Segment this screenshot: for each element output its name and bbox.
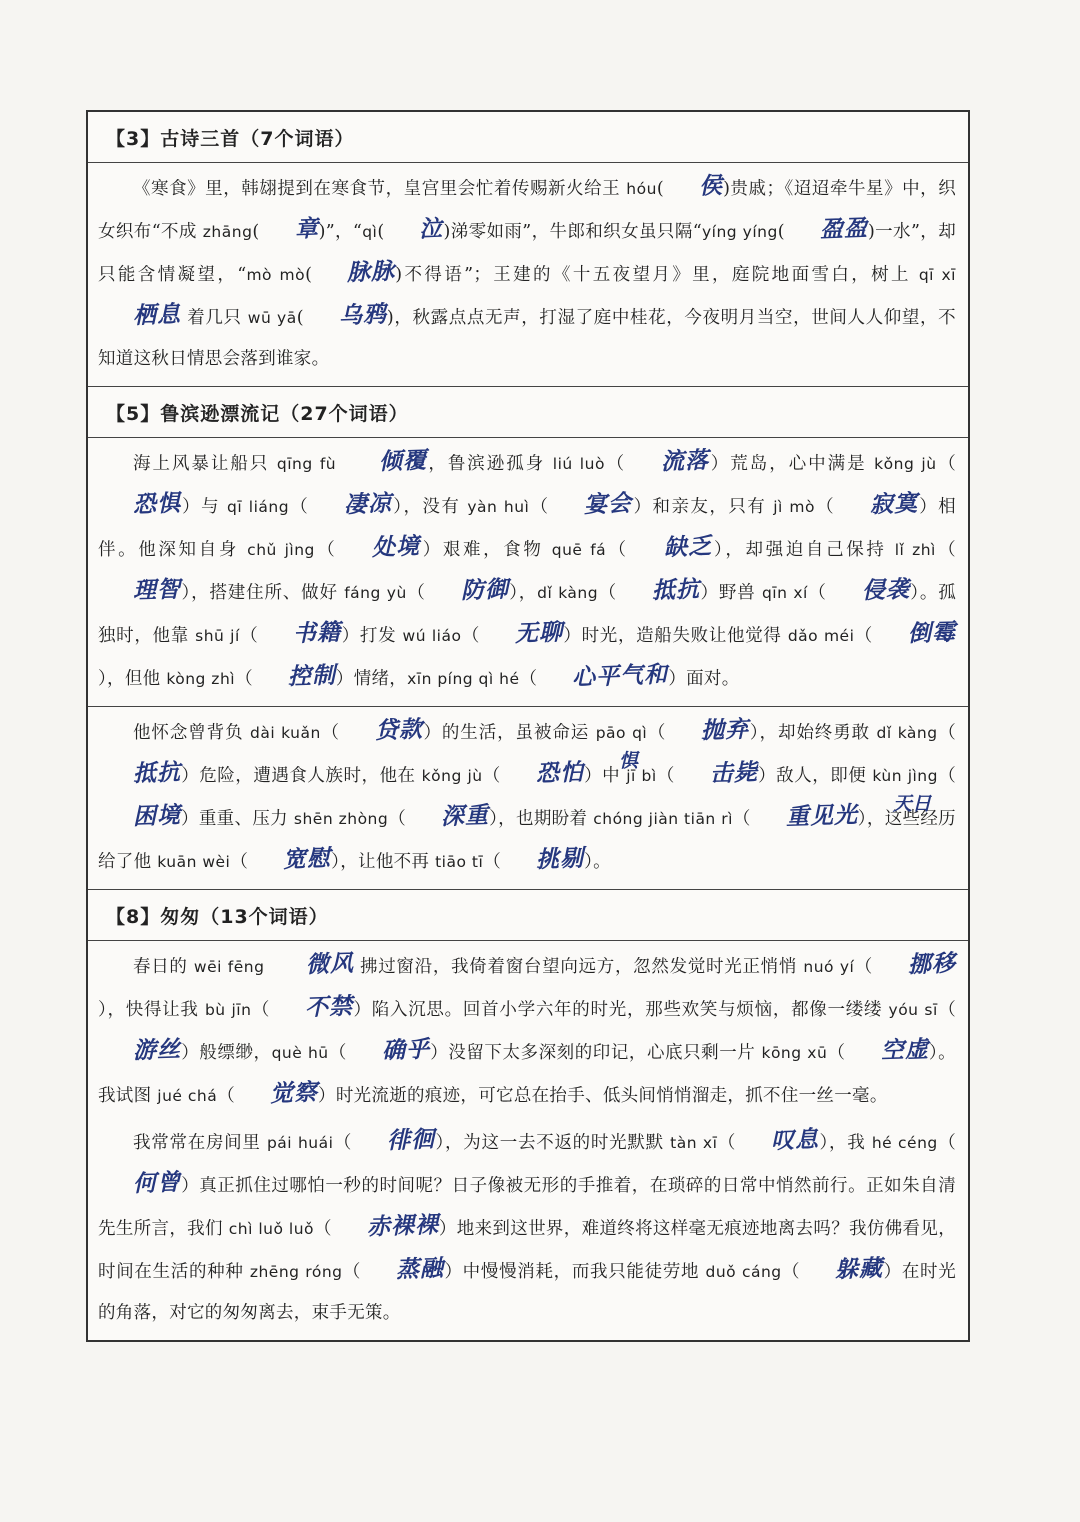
pinyin-prompt: hóu — [626, 180, 657, 198]
pinyin-prompt: mò mò — [246, 266, 306, 284]
text-run: ）面对。 — [668, 669, 740, 689]
handwritten-answer: 微风 — [305, 950, 355, 979]
handwritten-answer: 控制 — [287, 662, 337, 691]
text-run: ）打发 — [341, 626, 403, 646]
handwritten-answer: 挑剔 — [535, 845, 585, 874]
handwritten-answer: 书籍 — [292, 619, 342, 648]
text-run: （ — [606, 540, 629, 560]
text-run: ( — [296, 308, 304, 328]
handwritten-answer: 恐惧 — [132, 490, 182, 519]
text-run: ），没有 — [392, 497, 468, 517]
text-run: ）和亲友，只有 — [632, 497, 774, 517]
text-run: （ — [647, 723, 667, 743]
text-run: ）情绪， — [335, 669, 408, 689]
text-run: （ — [406, 583, 426, 603]
pinyin-prompt: qì — [362, 223, 378, 241]
pinyin-prompt: jī bì — [626, 767, 657, 785]
text-run: ( — [656, 179, 665, 199]
section-header — [88, 889, 968, 940]
text-run: )不得语”；王建的《十五夜望月》里，庭院地面雪白，树上 — [395, 265, 919, 285]
text-run: ），却强迫自己保持 — [711, 540, 895, 560]
section-title: 【8】匆匆（13个词语） — [106, 905, 329, 928]
pinyin-prompt: shū jí — [195, 627, 240, 645]
handwritten-answer: 觉察 — [269, 1079, 319, 1108]
text-run: （ — [289, 497, 310, 517]
text-run: ( — [252, 222, 260, 242]
text-run: ）荒岛，心中满是 — [709, 454, 875, 474]
text-run: ），却始终勇敢 — [749, 723, 877, 743]
handwritten-answer: 防御 — [460, 576, 510, 605]
text-run: （ — [781, 1262, 801, 1282]
handwritten-answer: 盈盈 — [819, 215, 869, 244]
text-run: )，秋露点点无声，打湿了庭中桂花，今夜明月当空，世间人人仰望，不知道这秋日情思会落到谁家。 — [98, 308, 956, 369]
pinyin-prompt: pái huái — [266, 1134, 334, 1152]
text-run: （ — [239, 626, 259, 646]
pinyin-prompt: kùn jìng — [872, 767, 938, 785]
paragraph — [98, 945, 956, 1117]
text-run: ），但他 — [98, 669, 167, 689]
paragraph — [98, 442, 956, 700]
text-run: （ — [656, 766, 675, 786]
text-run: ）与 — [181, 497, 228, 517]
text-run: （ — [529, 497, 550, 517]
text-run: 我常常在房间里 — [133, 1133, 267, 1153]
handwritten-answer: 深重 — [440, 802, 490, 831]
pinyin-prompt: hé céng — [871, 1134, 938, 1152]
text-run: )贵戚；《迢迢牵牛星》中，织女织布“不成 — [98, 179, 956, 242]
text-run: （ — [483, 852, 502, 872]
pinyin-prompt: dài kuǎn — [249, 724, 321, 742]
text-run: ）， — [508, 583, 538, 603]
pinyin-prompt: zhāng — [202, 223, 253, 241]
handwritten-answer: 处境 — [371, 533, 421, 562]
pinyin-prompt: chì luǒ luǒ — [228, 1220, 315, 1238]
handwritten-answer: 不禁 — [304, 993, 354, 1022]
text-run: ( — [777, 222, 785, 242]
handwritten-answer: 何曾 — [132, 1169, 182, 1198]
section-title: 【5】鲁滨逊漂流记（27个词语） — [106, 402, 409, 425]
pinyin-prompt: jué chá — [157, 1087, 218, 1105]
text-run: ）的生活，虽被命运 — [422, 723, 596, 743]
section-body — [88, 162, 968, 386]
text-run: 海上风暴让船只 — [133, 454, 277, 474]
text-run: ）中 — [583, 766, 627, 786]
text-run: ），让他不再 — [331, 852, 436, 872]
text-run: （ — [598, 583, 617, 603]
text-run — [336, 454, 344, 474]
text-run: （ — [807, 583, 827, 603]
text-run: ）相伴。他深知自身 — [98, 497, 956, 560]
handwritten-answer: 空虚 — [880, 1036, 930, 1065]
handwritten-answer: 心平气和 — [571, 661, 669, 692]
text-run: （ — [217, 1086, 236, 1106]
handwritten-answer: 恐怕 — [535, 759, 585, 788]
handwritten-answer: 泣 — [419, 215, 444, 243]
pinyin-prompt: yíng yíng — [701, 223, 778, 241]
text-run: （ — [235, 669, 253, 689]
pinyin-prompt: tiāo tī — [435, 853, 484, 871]
handwritten-answer: 倾覆 — [378, 447, 428, 476]
text-run: （ — [717, 1133, 737, 1153]
section-header — [88, 386, 968, 437]
handwritten-answer: 叹息 — [770, 1126, 820, 1155]
text-run: （ — [937, 1133, 957, 1153]
pinyin-prompt: dǐ kàng — [876, 724, 938, 742]
pinyin-prompt: kòng zhì — [166, 670, 236, 688]
text-run: ），这些经历给了他 — [98, 809, 956, 872]
text-run: （ — [936, 454, 956, 474]
paragraph — [98, 167, 956, 380]
handwritten-answer: 徘徊 — [386, 1126, 436, 1155]
handwritten-answer: 理智 — [132, 576, 182, 605]
text-run: ），我 — [819, 1133, 872, 1153]
text-run: （ — [937, 766, 956, 786]
paragraph: 他怀念曾背负 dài kuǎn（ 贷款）的生活，虽被命运 pāo qì（ 抛弃），却始终勇敢 dǐ kàng（抵抗）危险，遭遇食人族时，他在 kǒng jù（ 恐怕 惧）中 jī bì（ 击毙）敌人，即便 kùn jìng（困境）重重、压力 shēn zhòng（ 深重），也期盼着 chóng jiàn tiān rì（ 重见光 天日），这些经历给了他 kuān wèi（ 宽慰），让他不再 tiāo tī（ 挑剔）。 — [98, 711, 956, 883]
text-run: 春日的 — [133, 957, 194, 977]
text-run: （ — [815, 497, 836, 517]
text-run: ），为这一去不返的时光默默 — [435, 1133, 671, 1153]
text-run: （ — [937, 1000, 956, 1020]
pinyin-prompt: chóng jiàn tiān rì — [593, 810, 733, 828]
text-run: （ — [461, 626, 481, 646]
pinyin-prompt: kōng xū — [761, 1044, 828, 1062]
handwritten-answer: 抵抗 — [132, 759, 182, 788]
text-run: ）艰难，食物 — [420, 540, 552, 560]
section-body — [88, 437, 968, 706]
text-run: 《寒食》里，韩翃提到在寒食节，皇宫里会忙着传赐新火给王 — [133, 179, 627, 199]
handwritten-answer: 蒸融 — [395, 1255, 445, 1284]
pinyin-prompt: yàn huì — [467, 498, 530, 516]
handwritten-answer: 宴会 — [583, 490, 633, 519]
text-run: 他怀念曾背负 — [133, 723, 250, 743]
handwritten-answer: 赤裸裸 — [366, 1212, 440, 1241]
pinyin-prompt: nuó yí — [803, 958, 855, 976]
text-run: （ — [827, 1043, 846, 1063]
pinyin-prompt: shēn zhòng — [293, 810, 389, 828]
pinyin-prompt: qīng fù — [276, 455, 337, 473]
text-run: ）。孤独时，他靠 — [98, 583, 956, 646]
pinyin-prompt: zhēng róng — [249, 1263, 343, 1281]
handwritten-answer: 倒霉 — [907, 619, 957, 648]
text-run: ）时光，造船失败让他觉得 — [563, 626, 788, 646]
text-run: ）。我试图 — [98, 1043, 956, 1106]
text-run: 拂过窗沿，我倚着窗台望向远方，忽然发觉时光正悄悄 — [353, 957, 804, 977]
text-run: )”，“ — [318, 222, 363, 242]
text-run: （ — [342, 1262, 362, 1282]
text-run: （ — [937, 723, 956, 743]
text-run: ），搭建住所、做好 — [181, 583, 345, 603]
text-run: （ — [519, 669, 538, 689]
text-run: （ — [935, 540, 956, 560]
handwritten-answer: 流落 — [660, 447, 710, 476]
text-run: （ — [230, 852, 249, 872]
text-run: ，鲁滨逊孤身 — [426, 454, 553, 474]
text-run: （ — [604, 454, 627, 474]
text-run: （ — [251, 1000, 271, 1020]
text-run: （ — [314, 540, 338, 560]
text-run: （ — [732, 809, 751, 829]
handwritten-answer: 宽慰 — [282, 845, 332, 874]
text-run — [264, 957, 270, 977]
pinyin-prompt: pāo qì — [595, 724, 648, 742]
text-run: ）。 — [584, 852, 611, 872]
section-body — [88, 940, 968, 1340]
text-run: ）真正抓住过哪怕一秒的时间呢？日子像被无形的手推着，在琐碎的日常中悄然前行。正如朱自清先生所言，我们 — [98, 1176, 956, 1239]
handwritten-answer: 侯 — [698, 172, 724, 200]
pinyin-prompt: qī liáng — [227, 498, 290, 516]
text-run: )一水”，却只能含情凝望，“ — [98, 222, 957, 285]
section-body — [88, 706, 968, 889]
pinyin-prompt: dǎo méi — [787, 627, 855, 645]
handwritten-answer: 脉脉 — [346, 258, 396, 287]
worksheet-table — [86, 110, 970, 1342]
pinyin-prompt: quē fá — [551, 541, 607, 559]
handwritten-answer: 击毙 — [709, 759, 759, 788]
handwritten-answer: 贷款 — [374, 716, 424, 745]
handwritten-answer: 章 — [294, 215, 319, 243]
text-run: ）野兽 — [699, 583, 762, 603]
handwritten-answer: 挪移 — [907, 950, 957, 979]
pinyin-prompt: wú liáo — [402, 627, 462, 645]
pinyin-prompt: wēi fēng — [193, 958, 265, 976]
handwritten-answer: 缺乏 — [663, 533, 713, 562]
handwritten-answer: 无聊 — [514, 619, 564, 648]
handwritten-answer: 侵袭 — [861, 576, 911, 605]
text-run: （ — [854, 626, 873, 646]
pinyin-prompt: kǒng jù — [421, 767, 483, 785]
handwritten-answer: 抛弃 — [700, 716, 750, 745]
text-run: ( — [305, 265, 313, 285]
pinyin-prompt: chǔ jìng — [247, 541, 315, 559]
text-run: ）中慢慢消耗，而我只能徒劳地 — [444, 1262, 706, 1282]
pinyin-prompt: yóu sī — [888, 1001, 938, 1019]
pinyin-prompt: xīn píng qì hé — [407, 670, 520, 688]
handwritten-answer: 确乎 — [381, 1036, 431, 1065]
handwritten-answer: 凄凉 — [343, 490, 393, 519]
text-run: ）时光流逝的痕迹，可它总在抬手、低头间悄悄溜走，抓不住一丝一毫。 — [318, 1086, 888, 1106]
handwritten-answer: 游丝 — [132, 1036, 182, 1065]
pinyin-prompt: kuān wèi — [157, 853, 231, 871]
text-run: )涕零如雨”，牛郎和织女虽只隔“ — [443, 222, 702, 242]
text-run: ）陷入沉思。回首小学六年的时光，那些欢笑与烦恼，都像一缕缕 — [353, 1000, 889, 1020]
handwritten-answer: 躲藏 — [834, 1255, 884, 1284]
text-run: （ — [482, 766, 501, 786]
pinyin-prompt: liú luò — [552, 455, 605, 473]
pinyin-prompt: què hū — [271, 1044, 329, 1062]
pinyin-prompt: jì mò — [773, 498, 815, 516]
pinyin-prompt: wū yā — [247, 309, 297, 327]
text-run: ）敌人，即便 — [757, 766, 873, 786]
pinyin-prompt: dǐ kàng — [537, 584, 599, 602]
paragraph — [98, 1121, 956, 1334]
pinyin-prompt: bù jīn — [204, 1001, 252, 1019]
text-run: （ — [320, 723, 340, 743]
text-run: ）危险，遭遇食人族时，他在 — [181, 766, 422, 786]
text-run: 着几只 — [181, 308, 248, 328]
text-run: ）重重、压力 — [181, 809, 294, 829]
text-run: （ — [328, 1043, 347, 1063]
text-run: （ — [314, 1219, 332, 1239]
text-run: （ — [388, 809, 407, 829]
pinyin-prompt: tàn xī — [670, 1134, 718, 1152]
text-run: ( — [377, 222, 385, 242]
handwritten-answer: 重见光 — [785, 802, 859, 831]
pinyin-prompt: fáng yù — [344, 584, 407, 602]
section-header — [88, 112, 968, 162]
section-title: 【3】古诗三首（7个词语） — [106, 127, 355, 150]
text-run: （ — [854, 957, 873, 977]
pinyin-prompt: lǐ zhì — [894, 541, 936, 559]
text-run: （ — [333, 1133, 353, 1153]
text-run: ），快得让我 — [98, 1000, 205, 1020]
handwritten-answer: 困境 — [132, 802, 182, 831]
handwritten-answer: 寂寞 — [869, 490, 919, 519]
text-run: ）般缥缈， — [181, 1043, 272, 1063]
pinyin-prompt: qī xī — [918, 266, 956, 284]
handwritten-answer: 乌鸦 — [338, 301, 388, 330]
pinyin-prompt: kǒng jù — [874, 455, 937, 473]
handwritten-answer: 抵抗 — [651, 576, 701, 605]
text-run: ）在时光的角落，对它的匆匆离去，束手无策。 — [98, 1262, 957, 1323]
text-run: ）没留下太多深刻的印记，心底只剩一片 — [429, 1043, 762, 1063]
pinyin-prompt: duǒ cáng — [705, 1263, 782, 1281]
text-run: ）地来到这世界，难道终将这样毫无痕迹地离去吗？我仿佛看见，时间在生活的种种 — [98, 1219, 956, 1282]
pinyin-prompt: qīn xí — [761, 584, 808, 602]
handwritten-answer: 栖息 — [132, 301, 182, 330]
text-run: ），也期盼着 — [489, 809, 594, 829]
